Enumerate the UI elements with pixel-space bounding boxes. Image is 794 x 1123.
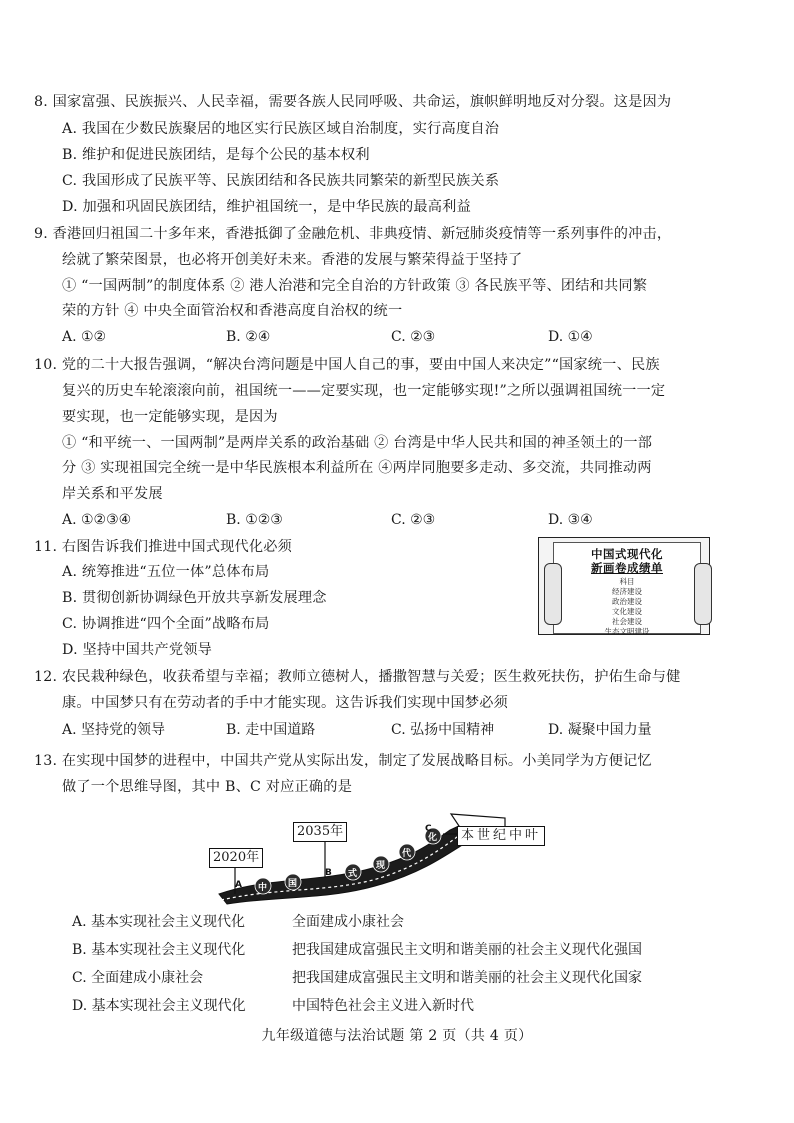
q10-option-a: A. ①②③④ bbox=[62, 512, 132, 528]
q12-option-d: D. 凝聚中国力量 bbox=[548, 722, 652, 738]
q12-option-c: C. 弘扬中国精神 bbox=[391, 722, 495, 738]
q8-option-d: D. 加强和巩固民族团结，维护祖国统一，是中华民族的最高利益 bbox=[62, 199, 471, 215]
label-2035: 2035年 bbox=[293, 822, 347, 842]
q10-option-c: C. ②③ bbox=[391, 512, 436, 528]
q13-option-c-left: C. 全面建成小康社会 bbox=[72, 970, 204, 986]
q12-stem-line1: 12. 农民栽种绿色，收获希望与幸福；教师立德树人，播撒智慧与关爱；医生救死扶伤，护佑生命与健 bbox=[34, 669, 681, 685]
q9-option-b: B. ②④ bbox=[226, 329, 271, 345]
q12-option-b: B. 走中国道路 bbox=[226, 722, 316, 738]
q8-stem: 8. 国家富强、民族振兴、人民幸福，需要各族人民同呼吸、共命运，旗帜鲜明地反对分裂。这是因为 bbox=[34, 94, 672, 110]
ribbon-char: 国 bbox=[288, 879, 298, 889]
q13-option-d-right: 中国特色社会主义进入新时代 bbox=[292, 998, 474, 1014]
ribbon-char: 式 bbox=[348, 869, 358, 879]
q12-option-a: A. 坚持党的领导 bbox=[62, 722, 166, 738]
q10-items-line3: 岸关系和平发展 bbox=[62, 486, 163, 502]
ribbon-char: 现 bbox=[376, 861, 386, 871]
q10-option-d: D. ③④ bbox=[548, 512, 593, 528]
q13-stem-line2: 做了一个思维导图，其中 B、C 对应正确的是 bbox=[62, 779, 353, 795]
page-footer: 九年级道德与法治试题 第 2 页（共 4 页） bbox=[261, 1028, 533, 1044]
q8-option-a: A. 我国在少数民族聚居的地区实行民族区域自治制度，实行高度自治 bbox=[62, 121, 500, 137]
q12-stem-line2: 康。中国梦只有在劳动者的手中才能实现。这告诉我们实现中国梦必须 bbox=[62, 695, 509, 711]
ribbon-char: 中 bbox=[258, 883, 268, 893]
q13-option-a-right: 全面建成小康社会 bbox=[292, 914, 404, 930]
q10-stem-line1: 10. 党的二十大报告强调，“解决台湾问题是中国人自己的事，要由中国人来决定”“国家统一、民族 bbox=[34, 357, 660, 373]
q13-mind-map-diagram bbox=[205, 808, 565, 908]
poster-item: 生态文明建设 bbox=[604, 627, 650, 636]
poster-item: 经济建设 bbox=[612, 587, 642, 596]
q9-items-line2: 荣的方针 ④ 中央全面管治权和香港高度自治权的统一 bbox=[62, 303, 403, 319]
poster-title-line1: 中国式现代化 bbox=[591, 547, 663, 561]
q9-option-c: C. ②③ bbox=[391, 329, 436, 345]
point-b: B bbox=[325, 868, 332, 878]
q9-stem-line2: 绘就了繁荣图景，也必将开创美好未来。香港的发展与繁荣得益于坚持了 bbox=[62, 252, 523, 268]
point-c: C bbox=[425, 824, 432, 834]
poster-items bbox=[554, 577, 700, 637]
poster-item: 社会建设 bbox=[612, 617, 642, 626]
q11-poster-image bbox=[538, 537, 710, 635]
ribbon-char: 化 bbox=[428, 833, 438, 843]
q9-items-line1: ① “一国两制”的制度体系 ② 港人治港和完全自治的方针政策 ③ 各民族平等、团结和共同繁 bbox=[62, 278, 648, 294]
q11-stem: 11. 右图告诉我们推进中国式现代化必须 bbox=[34, 539, 293, 555]
poster-title-line2: 新画卷成绩单 bbox=[591, 561, 663, 575]
poster-item: 文化建设 bbox=[612, 607, 642, 616]
q8-option-c: C. 我国形成了民族平等、民族团结和各民族共同繁荣的新型民族关系 bbox=[62, 173, 500, 189]
poster-item: 科目 bbox=[619, 577, 635, 586]
q8-option-b: B. 维护和促进民族团结，是每个公民的基本权利 bbox=[62, 147, 370, 163]
q9-stem-line1: 9. 香港回归祖国二十多年来，香港抵御了金融危机、非典疫情、新冠肺炎疫情等一系列事件的冲击， bbox=[34, 226, 672, 242]
q11-option-c: C. 协调推进“四个全面”战略布局 bbox=[62, 616, 270, 632]
poster-paper bbox=[553, 542, 701, 634]
q10-stem-line3: 要实现，也一定能够实现，是因为 bbox=[62, 409, 278, 425]
q13-option-b-left: B. 基本实现社会主义现代化 bbox=[72, 942, 246, 958]
q10-stem-line2: 复兴的历史车轮滚滚向前，祖国统一——定要实现，也一定能够实现!”之所以强调祖国统一一定 bbox=[62, 383, 666, 399]
q9-option-a: A. ①② bbox=[62, 329, 107, 345]
q10-items-line1: ① “和平统一、一国两制”是两岸关系的政治基础 ② 台湾是中华人民共和国的神圣领土的一部 bbox=[62, 435, 653, 451]
q11-option-b: B. 贯彻创新协调绿色开放共享新发展理念 bbox=[62, 590, 327, 606]
ribbon-char: 代 bbox=[402, 849, 412, 859]
q11-option-d: D. 坚持中国共产党领导 bbox=[62, 642, 212, 658]
point-a: A bbox=[235, 880, 242, 890]
q13-stem-line1: 13. 在实现中国梦的进程中，中国共产党从实际出发，制定了发展战略目标。小美同学为方便记忆 bbox=[34, 753, 652, 769]
q10-option-b: B. ①②③ bbox=[226, 512, 283, 528]
q13-option-d-left: D. 基本实现社会主义现代化 bbox=[72, 998, 246, 1014]
q11-option-a: A. 统筹推进“五位一体”总体布局 bbox=[62, 564, 270, 580]
q13-option-a-left: A. 基本实现社会主义现代化 bbox=[72, 914, 246, 930]
q9-option-d: D. ①④ bbox=[548, 329, 593, 345]
poster-item: 政治建设 bbox=[612, 597, 642, 606]
q13-option-c-right: 把我国建成富强民主文明和谐美丽的社会主义现代化国家 bbox=[292, 970, 642, 986]
label-2020: 2020年 bbox=[209, 848, 263, 868]
q13-option-b-right: 把我国建成富强民主文明和谐美丽的社会主义现代化强国 bbox=[292, 942, 642, 958]
label-mid-century: 本世纪中叶 bbox=[457, 826, 545, 846]
q10-items-line2: 分 ③ 实现祖国完全统一是中华民族根本利益所在 ④两岸同胞要多走动、多交流，共同推动两 bbox=[62, 460, 652, 476]
